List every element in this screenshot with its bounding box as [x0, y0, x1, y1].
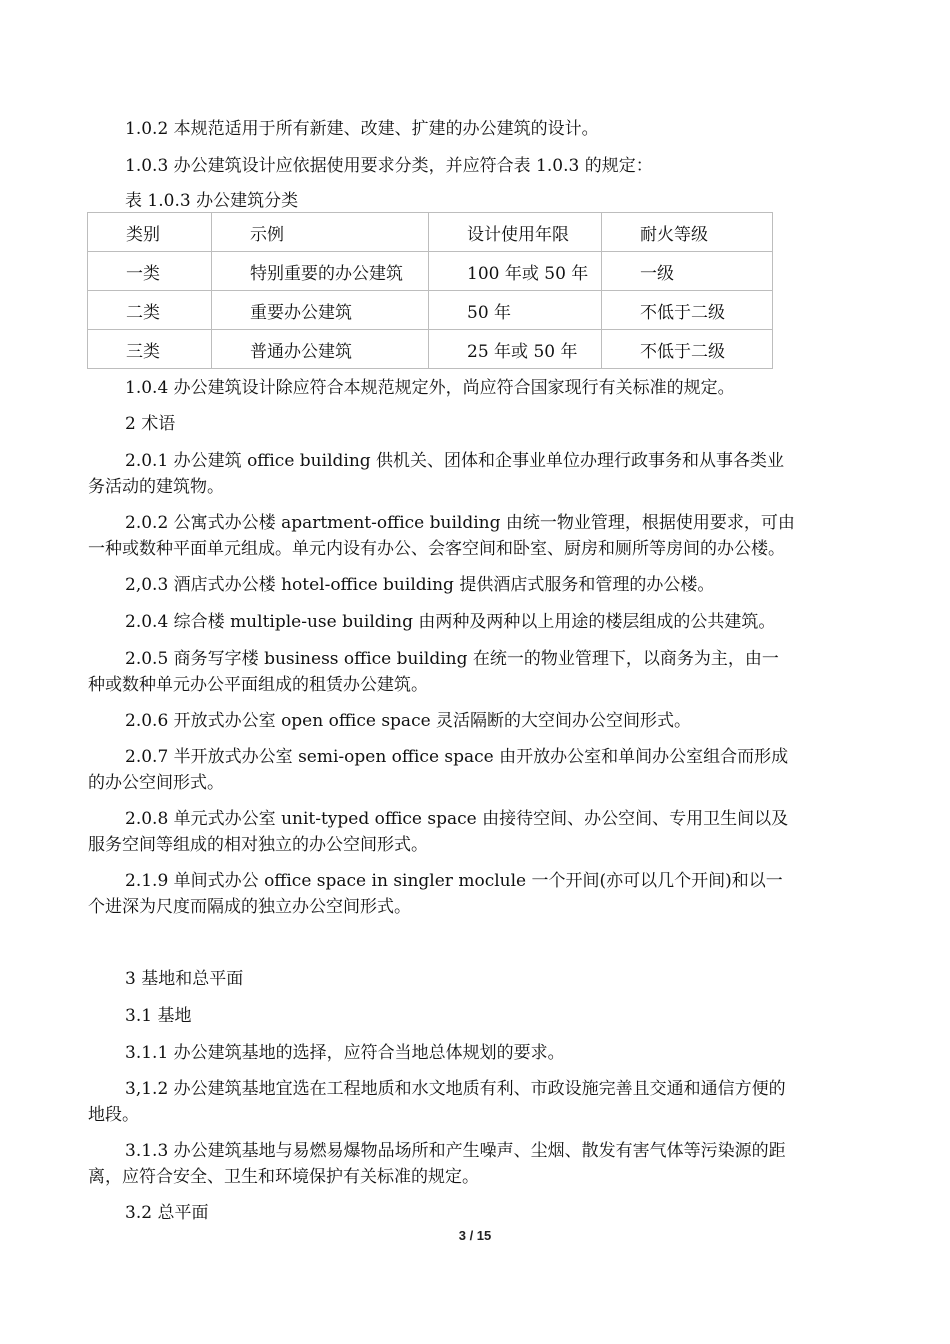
table-cell: 特别重要的办公建筑 [212, 252, 429, 291]
clause-2-0-1-cont: 务活动的建筑物。 [88, 477, 224, 497]
clause-2-0-2-cont: 一种或数种平面单元组成。单元内设有办公、会客空间和卧室、厨房和厕所等房间的办公楼。 [88, 539, 785, 559]
classification-table [87, 212, 773, 369]
table-header-cell: 类别 [88, 213, 212, 252]
clause-2-0-7: 2.0.7 半开放式办公室 semi-open office space 由开放办公室和单间办公室组合而形成 [125, 747, 789, 767]
table-row [88, 330, 773, 369]
clause-3-1-1: 3.1.1 办公建筑基地的选择，应符合当地总体规划的要求。 [125, 1043, 565, 1063]
clause-2-0-8-cont: 服务空间等组成的相对独立的办公空间形式。 [88, 835, 428, 855]
clause-1-0-3: 1.0.3 办公建筑设计应依据使用要求分类，并应符合表 1.0.3 的规定： [125, 156, 653, 176]
table-header-cell: 示例 [212, 213, 429, 252]
page-number: 3 / 15 [458, 1228, 492, 1243]
table-caption: 表 1.0.3 办公建筑分类 [125, 191, 299, 211]
clause-2-0-1: 2.0.1 办公建筑 office building 供机关、团体和企事业单位办理行政事务和从事各类业 [125, 451, 785, 471]
clause-2-0-5-cont: 种或数种单元办公平面组成的租赁办公建筑。 [88, 675, 428, 695]
clause-2-0-3: 2,0.3 酒店式办公楼 hotel-office building 提供酒店式服务和管理的办公楼。 [125, 575, 715, 595]
table-header-row [88, 213, 773, 252]
table-cell: 50 年 [429, 291, 602, 330]
section-heading-3-1: 3.1 基地 [125, 1006, 192, 1026]
clause-2-1-9-cont: 个进深为尺度而隔成的独立办公空间形式。 [88, 897, 411, 917]
clause-2-0-6: 2.0.6 开放式办公室 open office space 灵活隔断的大空间办公空间形式。 [125, 711, 692, 731]
table-cell: 不低于二级 [602, 291, 773, 330]
table-cell: 25 年或 50 年 [429, 330, 602, 369]
clause-2-0-2: 2.0.2 公寓式办公楼 apartment-office building 由统一物业管理，根据使用要求，可由 [125, 513, 795, 533]
table-header-cell: 设计使用年限 [429, 213, 602, 252]
section-heading-3-2: 3.2 总平面 [125, 1203, 209, 1223]
table-cell: 不低于二级 [602, 330, 773, 369]
table-cell: 普通办公建筑 [212, 330, 429, 369]
clause-2-0-7-cont: 的办公空间形式。 [88, 773, 224, 793]
table-cell: 100 年或 50 年 [429, 252, 602, 291]
clause-3-1-3-cont: 离，应符合安全、卫生和环境保护有关标准的规定。 [88, 1167, 479, 1187]
table-row [88, 252, 773, 291]
clause-1-0-4: 1.0.4 办公建筑设计除应符合本规范规定外，尚应符合国家现行有关标准的规定。 [125, 378, 735, 398]
table-row [88, 291, 773, 330]
table-cell: 二类 [88, 291, 212, 330]
clause-2-0-8: 2.0.8 单元式办公室 unit-typed office space 由接待空间、办公空间、专用卫生间以及 [125, 809, 789, 829]
clause-3-1-2-cont: 地段。 [88, 1105, 139, 1125]
section-heading-2: 2 术语 [125, 414, 176, 434]
clause-2-0-5: 2.0.5 商务写字楼 business office building 在统一的物业管理下，以商务为主，由一 [125, 649, 779, 669]
table-cell: 一级 [602, 252, 773, 291]
clause-2-1-9: 2.1.9 单间式办公 office space in singler moclule 一个开间(亦可以几个开间)和以一 [125, 871, 783, 891]
table-cell: 三类 [88, 330, 212, 369]
clause-3-1-2: 3,1.2 办公建筑基地宜选在工程地质和水文地质有利、市政设施完善且交通和通信方便的 [125, 1079, 786, 1099]
clause-2-0-4: 2.0.4 综合楼 multiple-use building 由两种及两种以上用途的楼层组成的公共建筑。 [125, 612, 776, 632]
table-cell: 重要办公建筑 [212, 291, 429, 330]
clause-1-0-2: 1.0.2 本规范适用于所有新建、改建、扩建的办公建筑的设计。 [125, 119, 599, 139]
clause-3-1-3: 3.1.3 办公建筑基地与易燃易爆物品场所和产生噪声、尘烟、散发有害气体等污染源的距 [125, 1141, 786, 1161]
table-header-cell: 耐火等级 [602, 213, 773, 252]
section-heading-3: 3 基地和总平面 [125, 969, 244, 989]
table-cell: 一类 [88, 252, 212, 291]
